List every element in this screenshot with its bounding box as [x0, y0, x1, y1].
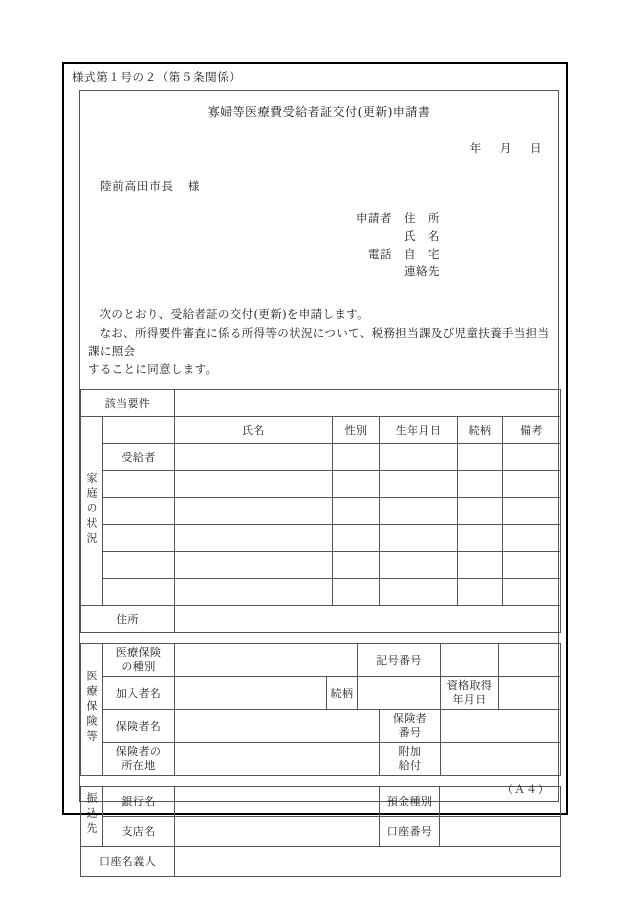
- family-relation-cell[interactable]: [458, 551, 503, 578]
- insurer-name-value[interactable]: [175, 709, 380, 742]
- family-address-label: 住所: [81, 605, 175, 632]
- family-relation-header: 続柄: [458, 416, 503, 443]
- symbol-number-value[interactable]: [441, 643, 499, 676]
- family-gender-cell[interactable]: [333, 524, 380, 551]
- branch-name-value[interactable]: [175, 816, 380, 846]
- family-name-cell[interactable]: [175, 551, 333, 578]
- table-row: [81, 524, 561, 551]
- applicant-name-label: 氏 名: [404, 228, 440, 243]
- insurer-name-label: 保険者名: [103, 709, 175, 742]
- addressee-name: 陸前高田市長: [100, 179, 174, 193]
- family-relation-cell[interactable]: [458, 443, 503, 470]
- insurer-name-row: [81, 709, 561, 742]
- table-row: [81, 578, 561, 605]
- insurance-type-value[interactable]: [175, 643, 358, 676]
- family-address-row: [81, 605, 561, 632]
- family-relation-cell[interactable]: [458, 578, 503, 605]
- insurer-address-row: [81, 742, 561, 775]
- insurer-address-label: 保険者の 所在地: [103, 742, 175, 775]
- family-birthdate-header: 生年月日: [380, 416, 458, 443]
- family-name-cell[interactable]: [175, 578, 333, 605]
- member-name-value[interactable]: [175, 676, 327, 709]
- insurer-number-label: 保険者 番号: [380, 709, 441, 742]
- statement-block: [80, 305, 558, 379]
- family-remarks-cell[interactable]: [503, 470, 561, 497]
- insurance-section-label: 医療保険等: [81, 643, 103, 775]
- account-holder-label: 口座名義人: [81, 846, 175, 876]
- date-month-label: 月: [499, 141, 512, 155]
- symbol-number-label: 記号番号: [358, 643, 441, 676]
- applicant-address-label: 住 所: [404, 211, 440, 225]
- table-row: [81, 470, 561, 497]
- medical-insurance-table: [80, 643, 561, 776]
- family-status-table: [80, 389, 561, 633]
- table-row: [81, 551, 561, 578]
- extra-benefit-value[interactable]: [441, 742, 561, 775]
- applicant-phone-home-row: [80, 246, 440, 264]
- statement-line-2: なお、所得要件審査に係る所得等の状況について、税務担当課及び児童扶養手当担当課に照会: [88, 325, 550, 359]
- addressee-honorific: 様: [187, 179, 201, 193]
- family-name-cell[interactable]: [175, 443, 333, 470]
- family-remarks-cell[interactable]: [503, 578, 561, 605]
- branch-name-label: 支店名: [103, 816, 175, 846]
- account-number-value[interactable]: [440, 816, 561, 846]
- applicant-phone-label: 電話: [368, 246, 392, 261]
- family-remarks-cell[interactable]: [503, 551, 561, 578]
- family-remarks-cell[interactable]: [503, 497, 561, 524]
- requirement-row: [81, 389, 561, 416]
- family-address-value[interactable]: [175, 605, 561, 632]
- insurance-type-spacer: [499, 643, 561, 676]
- applicant-address-row: [80, 210, 440, 228]
- family-role-cell[interactable]: [103, 578, 175, 605]
- branch-name-row: [81, 816, 561, 846]
- acquire-date-value[interactable]: [499, 676, 561, 709]
- date-entry-line: [80, 140, 558, 156]
- family-birthdate-cell[interactable]: [380, 551, 458, 578]
- family-role-cell: 受給者: [103, 443, 175, 470]
- statement-line-1: 次のとおり、受給者証の交付(更新)を申請します。: [99, 307, 369, 322]
- family-role-header: [103, 416, 175, 443]
- family-relation-cell[interactable]: [458, 497, 503, 524]
- family-remarks-cell[interactable]: [503, 443, 561, 470]
- requirement-value[interactable]: [175, 389, 561, 416]
- table-row: [81, 443, 561, 470]
- table-row: [81, 497, 561, 524]
- document-title: 寡婦等医療費受給者証交付(更新)申請書: [207, 105, 431, 119]
- bank-name-value[interactable]: [175, 786, 380, 816]
- applicant-phone-contact-label: 連絡先: [404, 264, 440, 279]
- family-relation-cell[interactable]: [458, 470, 503, 497]
- family-remarks-cell[interactable]: [503, 524, 561, 551]
- addressee-line: [80, 178, 558, 194]
- applicant-label: 申請者: [356, 211, 392, 225]
- applicant-name-row: [80, 228, 440, 246]
- family-role-cell[interactable]: [103, 497, 175, 524]
- date-day-label: 日: [530, 141, 542, 155]
- family-gender-cell[interactable]: [333, 551, 380, 578]
- deposit-type-label: 預金種別: [380, 786, 440, 816]
- insurer-address-value[interactable]: [175, 742, 380, 775]
- family-birthdate-cell[interactable]: [380, 470, 458, 497]
- family-name-cell[interactable]: [175, 470, 333, 497]
- insurance-table-wrapper: [80, 643, 558, 776]
- member-name-label: 加入者名: [103, 676, 175, 709]
- account-holder-row: [81, 846, 561, 876]
- family-section-label: 家庭の状況: [81, 416, 103, 605]
- family-gender-header: 性別: [333, 416, 380, 443]
- transfer-section-label: 振込先: [81, 786, 103, 846]
- acquire-date-label: 資格取得 年月日: [441, 676, 499, 709]
- statement-line-3: することに同意します。: [88, 362, 218, 377]
- bank-name-row: [81, 786, 561, 816]
- family-gender-cell[interactable]: [333, 443, 380, 470]
- member-relation-label: 続柄: [327, 676, 358, 709]
- family-birthdate-cell[interactable]: [380, 443, 458, 470]
- date-year-label: 年: [469, 141, 482, 155]
- family-relation-cell[interactable]: [458, 524, 503, 551]
- family-name-header: 氏名: [175, 416, 333, 443]
- family-birthdate-cell[interactable]: [380, 578, 458, 605]
- requirement-label: 該当要件: [81, 389, 175, 416]
- bank-name-label: 銀行名: [103, 786, 175, 816]
- sheet-size-label: （Ａ４）: [502, 783, 550, 796]
- extra-benefit-label: 附加 給付: [380, 742, 441, 775]
- family-table-wrapper: [80, 389, 558, 633]
- insurance-member-row: [81, 676, 561, 709]
- applicant-phone-home-label: 自 宅: [404, 246, 440, 261]
- family-role-cell[interactable]: [103, 470, 175, 497]
- applicant-phone-contact-row: [80, 263, 440, 281]
- family-birthdate-cell[interactable]: [380, 524, 458, 551]
- applicant-info-block: [80, 210, 558, 281]
- bank-transfer-table: [80, 786, 561, 877]
- family-role-cell[interactable]: [103, 524, 175, 551]
- family-remarks-header: 備考: [503, 416, 561, 443]
- form-inner-frame: [79, 90, 559, 869]
- family-name-cell[interactable]: [175, 524, 333, 551]
- family-birthdate-cell[interactable]: [380, 497, 458, 524]
- insurer-number-value[interactable]: [441, 709, 561, 742]
- family-gender-cell[interactable]: [333, 470, 380, 497]
- transfer-table-wrapper: [80, 786, 558, 877]
- family-header-row: [81, 416, 561, 443]
- account-holder-value[interactable]: [175, 846, 561, 876]
- family-name-cell[interactable]: [175, 497, 333, 524]
- account-number-label: 口座番号: [380, 816, 440, 846]
- family-gender-cell[interactable]: [333, 578, 380, 605]
- form-page-frame: [62, 62, 568, 869]
- member-relation-value[interactable]: [358, 676, 441, 709]
- family-gender-cell[interactable]: [333, 497, 380, 524]
- form-number-label: 様式第１号の２（第５条関係）: [72, 70, 242, 84]
- insurance-type-row: [81, 643, 561, 676]
- insurance-type-label: 医療保険 の種別: [103, 643, 175, 676]
- family-role-cell[interactable]: [103, 551, 175, 578]
